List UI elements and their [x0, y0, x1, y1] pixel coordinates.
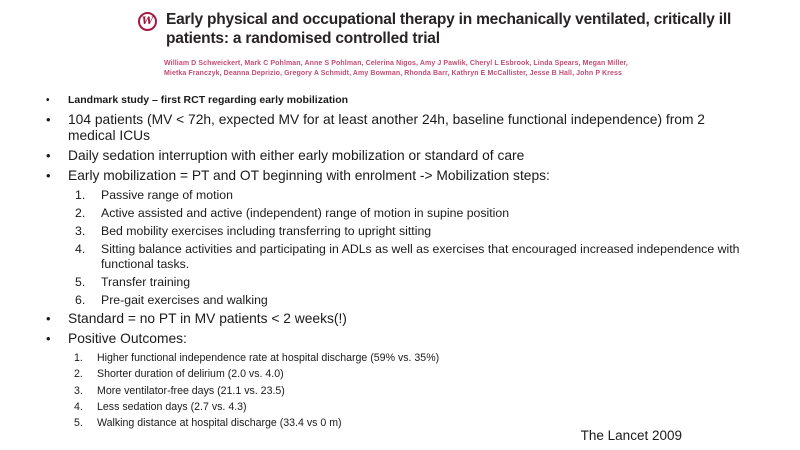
- bullet-list: [0, 92, 748, 430]
- outcome-text: More ventilator-free days (21.1 vs. 23.5): [97, 384, 285, 397]
- step-text: Pre-gait exercises and walking: [101, 292, 268, 307]
- authors-line-1: William D Schweickert, Mark C Pohlman, Anne S Pohlman, Celerina Nigos, Amy J Pawlik, Cheryl L Esbrook, Linda Spears, Megan Miller,: [164, 60, 628, 67]
- outcome-item: [68, 401, 748, 414]
- authors-list: [164, 59, 778, 79]
- mobilization-step: [68, 242, 748, 271]
- step-text: Active assisted and active (independent) range of motion in supine position: [101, 206, 510, 220]
- bullet-patients: [0, 112, 748, 144]
- outcome-text: Shorter duration of delirium (2.0 vs. 4.0): [97, 368, 284, 381]
- outcome-item: [68, 385, 748, 398]
- bullet-positive-outcomes: [0, 331, 748, 430]
- lancet-logo-icon: [138, 12, 157, 31]
- outcome-item: [68, 352, 748, 365]
- bullet-text: 104 patients (MV < 72h, expected MV for at least another 24h, baseline functional independence) from 2 medical ICUs: [68, 112, 705, 143]
- bullet-text: Positive Outcomes:: [68, 331, 187, 346]
- bullet-landmark-study: [0, 92, 748, 108]
- source-citation: The Lancet 2009: [580, 428, 682, 443]
- step-text: Transfer training: [101, 274, 191, 289]
- step-text: Sitting balance activities and participating in ADLs as well as exercises that encouraged increased independence with functional tasks.: [101, 242, 740, 271]
- bullet-text: Landmark study – first RCT regarding early mobilization: [68, 94, 349, 106]
- slide-body: [0, 92, 748, 434]
- mobilization-steps-list: [68, 188, 748, 307]
- mobilization-step: [68, 275, 748, 290]
- bullet-text: Early mobilization = PT and OT beginning with enrolment -> Mobilization steps:: [68, 168, 550, 183]
- bullet-sedation-interruption: [0, 148, 748, 164]
- bullet-text: Standard = no PT in MV patients < 2 weeks(!): [68, 311, 347, 326]
- authors-line-2: Mietka Franczyk, Deanna Deprizio, Gregory A Schmidt, Amy Bowman, Rhonda Barr, Kathryn E McCallister, Jesse B Hall, John P Kress: [164, 70, 622, 77]
- mobilization-step: [68, 206, 748, 221]
- slide-title: Early physical and occupational therapy in mechanically ventilated, critically ill patients: a randomised controlled trial: [166, 11, 732, 47]
- outcome-text: Less sedation days (2.7 vs. 4.3): [97, 400, 247, 413]
- step-text: Bed mobility exercises including transferring to upright sitting: [101, 224, 432, 238]
- bullet-early-mobilization: [0, 168, 748, 307]
- bullet-text: Daily sedation interruption with either early mobilization or standard of care: [68, 148, 525, 163]
- mobilization-step: [68, 224, 748, 239]
- lancet-logo-letter: W: [141, 15, 154, 27]
- mobilization-step: [68, 293, 748, 308]
- bullet-standard-care: [0, 311, 748, 327]
- mobilization-step: [68, 188, 748, 203]
- slide-header: [138, 10, 778, 79]
- outcomes-list: [68, 352, 748, 430]
- outcome-text: Walking distance at hospital discharge (33.4 vs 0 m): [97, 417, 342, 430]
- step-text: Passive range of motion: [101, 188, 233, 202]
- outcome-text: Higher functional independence rate at hospital discharge (59% vs. 35%): [97, 352, 440, 364]
- outcome-item: [68, 368, 748, 381]
